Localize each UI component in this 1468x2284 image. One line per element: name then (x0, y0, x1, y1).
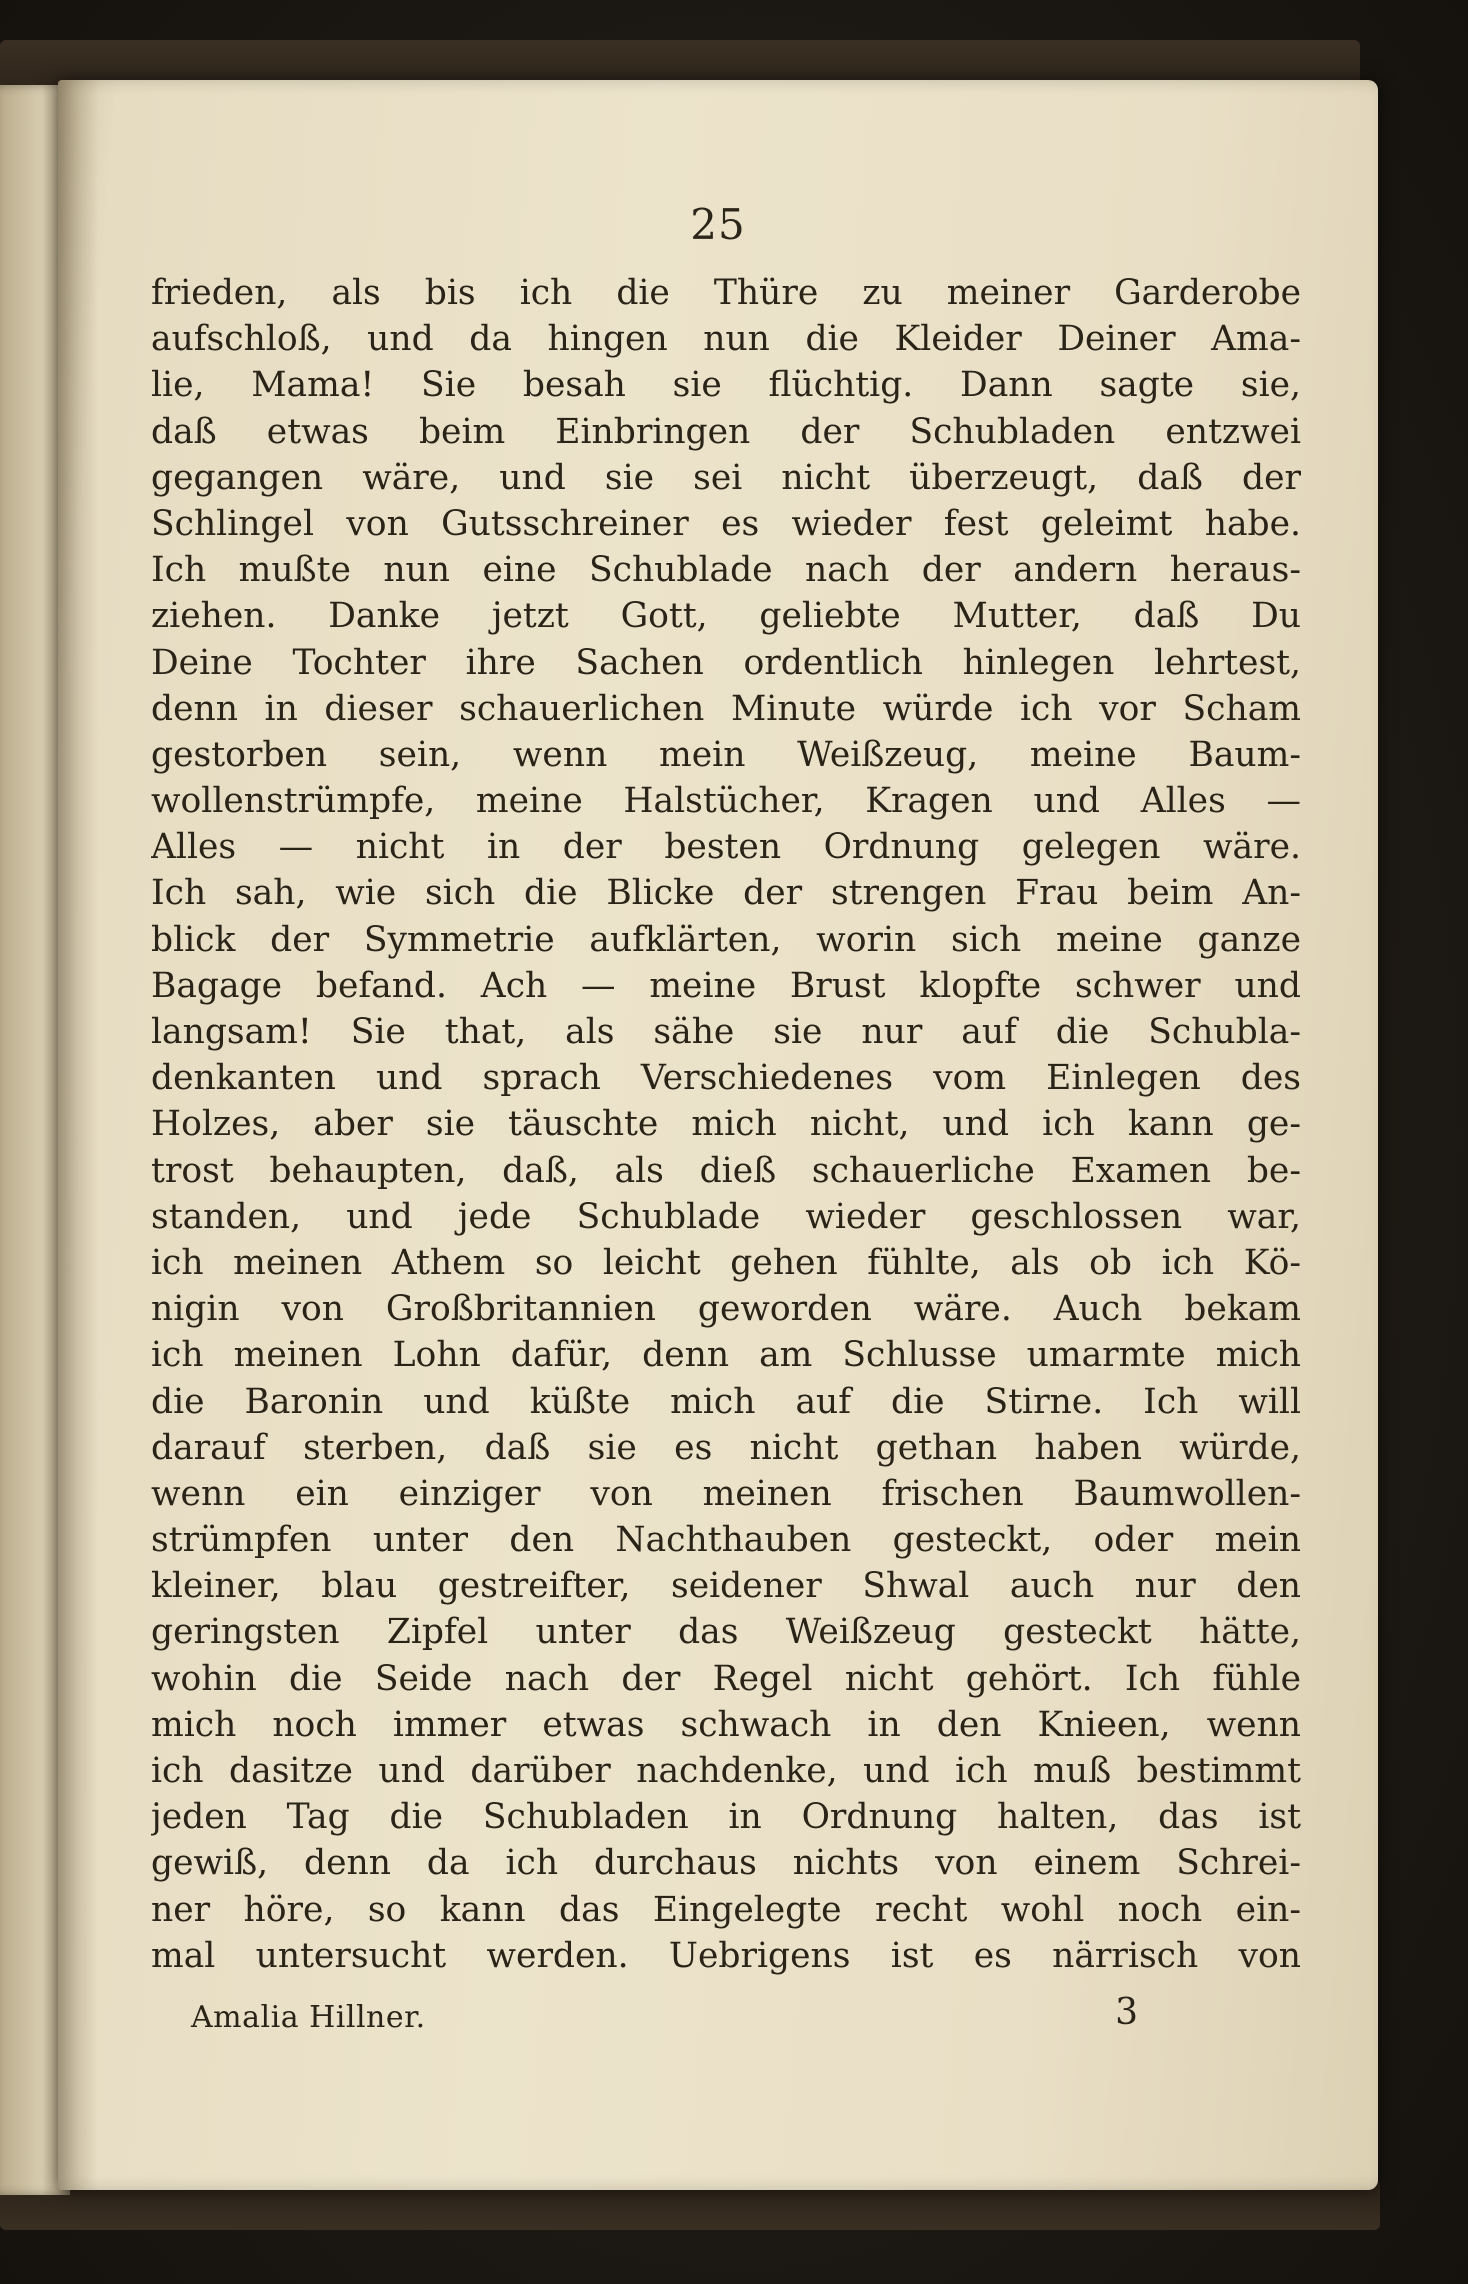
text-line: langsam! Sie that, als sähe sie nur auf die Schubla- (151, 1012, 1301, 1052)
text-line: denn in dieser schauerlichen Minute würde ich vor Scham (151, 688, 1301, 729)
gutter-shadow (58, 80, 98, 2190)
text-line: ziehen. Danke jetzt Gott, geliebte Mutter, daß Du (151, 596, 1301, 637)
text-line: standen, und jede Schublade wieder geschlossen war, (151, 1196, 1301, 1237)
text-line: wollenstrümpfe, meine Halstücher, Kragen und Alles — (151, 781, 1301, 822)
body-text (151, 270, 1301, 1979)
signature-mark: Amalia Hillner. (191, 2000, 426, 2035)
text-line: ich meinen Athem so leicht gehen fühlte, als ob ich Kö- (151, 1242, 1301, 1283)
text-line: mich noch immer etwas schwach in den Knieen, wenn (151, 1704, 1301, 1745)
text-line: kleiner, blau gestreifter, seidener Shwal auch nur den (151, 1566, 1301, 1607)
text-line: Schlingel von Gutsschreiner es wieder fest geleimt habe. (151, 503, 1301, 544)
text-line: ich meinen Lohn dafür, denn am Schlusse umarmte mich (151, 1335, 1301, 1376)
text-line: frieden, als bis ich die Thüre zu meiner Garderobe (151, 273, 1301, 313)
text-line: Ich mußte nun eine Schublade nach der andern heraus- (151, 550, 1301, 591)
text-line: wohin die Seide nach der Regel nicht gehört. Ich fühle (151, 1658, 1301, 1699)
text-line: gestorben sein, wenn mein Weißzeug, meine Baum- (151, 734, 1301, 775)
text-line: daß etwas beim Einbringen der Schubladen entzwei (151, 411, 1301, 452)
text-line: aufschloß, und da hingen nun die Kleider Deiner Ama- (151, 319, 1301, 360)
text-line: Alles — nicht in der besten Ordnung gelegen wäre. (151, 827, 1301, 868)
page-number: 25 (690, 200, 746, 249)
text-line: nigin von Großbritannien geworden wäre. Auch bekam (151, 1289, 1301, 1330)
text-line: mal untersucht werden. Uebrigens ist es närrisch von (151, 1935, 1301, 1976)
page-footer (191, 1992, 1268, 2042)
text-line: gewiß, denn da ich durchaus nichts von einem Schrei- (151, 1843, 1301, 1884)
text-line: ner höre, so kann das Eingelegte recht wohl noch ein- (151, 1889, 1301, 1930)
text-line: wenn ein einziger von meinen frischen Baumwollen- (151, 1473, 1301, 1514)
text-line: die Baronin und küßte mich auf die Stirne. Ich will (151, 1381, 1301, 1422)
book-page (58, 80, 1378, 2190)
text-line: Deine Tochter ihre Sachen ordentlich hinlegen lehrtest, (151, 642, 1301, 683)
text-line: lie, Mama! Sie besah sie flüchtig. Dann sagte sie, (151, 365, 1301, 406)
text-line: ich dasitze und darüber nachdenke, und ich muß bestimmt (151, 1751, 1301, 1791)
text-line: Ich sah, wie sich die Blicke der strengen Frau beim An- (151, 873, 1301, 914)
text-line: blick der Symmetrie aufklärten, worin sich meine ganze (151, 919, 1301, 960)
text-line: strümpfen unter den Nachthauben gesteckt, oder mein (151, 1520, 1301, 1561)
sheet-number: 3 (1115, 1992, 1138, 2033)
text-line: gegangen wäre, und sie sei nicht überzeugt, daß der (151, 457, 1301, 498)
text-line: Holzes, aber sie täuschte mich nicht, und ich kann ge- (151, 1104, 1301, 1145)
text-line: jeden Tag die Schubladen in Ordnung halten, das ist (151, 1797, 1301, 1838)
text-line: denkanten und sprach Verschiedenes vom Einlegen des (151, 1058, 1301, 1099)
text-line: trost behaupten, daß, als dieß schauerliche Examen be- (151, 1150, 1301, 1191)
text-line: Bagage befand. Ach — meine Brust klopfte schwer und (151, 965, 1301, 1006)
text-line: darauf sterben, daß sie es nicht gethan haben würde, (151, 1427, 1301, 1468)
text-line: geringsten Zipfel unter das Weißzeug gesteckt hätte, (151, 1612, 1301, 1653)
